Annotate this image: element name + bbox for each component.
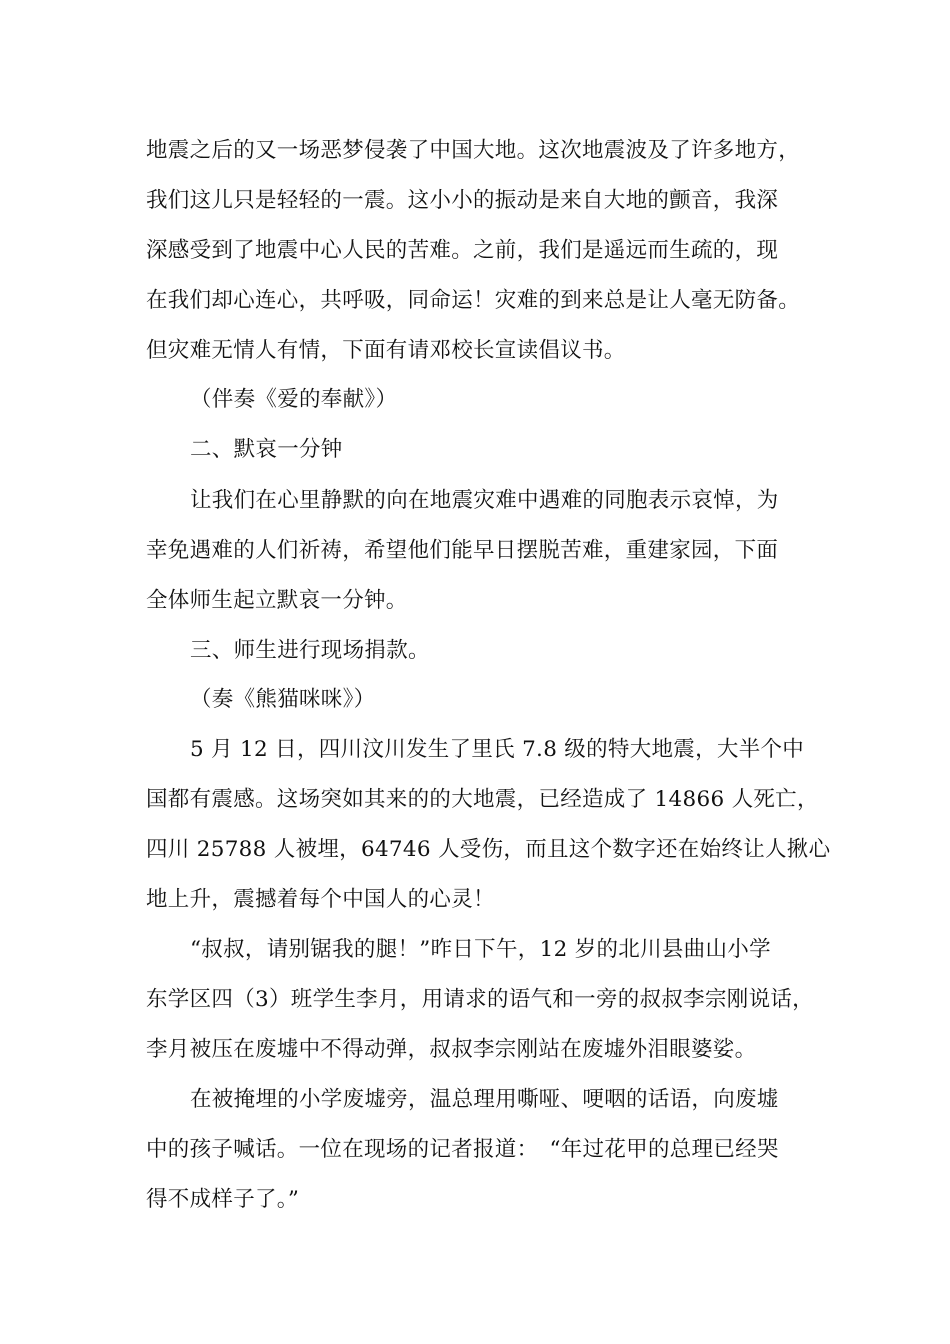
text-line: 国都有震感。这场突如其来的的大地震，已经造成了 14866 人死亡， (146, 787, 819, 812)
text-line: 四川 25788 人被埋，64746 人受伤，而且这个数字还在始终让人揪心 (146, 837, 831, 862)
text-line: 幸免遇难的人们祈祷，希望他们能早日摆脱苦难，重建家园，下面 (146, 538, 779, 563)
text-line: “叔叔，请别锯我的腿！”昨日下午，12 岁的北川县曲山小学 (190, 937, 771, 962)
section-heading: 三、师生进行现场捐款。 (190, 638, 430, 663)
text-line: 地震之后的又一场恶梦侵袭了中国大地。这次地震波及了许多地方， (146, 138, 801, 163)
accompaniment-note: （奏《熊猫咪咪》） (190, 687, 376, 712)
text-line: 但灾难无情人有情，下面有请邓校长宣读倡议书。 (146, 338, 626, 363)
text-line: 地上升，震撼着每个中国人的心灵！ (146, 887, 495, 912)
accompaniment-note: （伴奏《爱的奉献》） (190, 387, 398, 412)
text-line: 在被掩埋的小学废墟旁，温总理用嘶哑、哽咽的话语，向废墟 (190, 1087, 779, 1112)
text-line: 东学区四（3）班学生李月，用请求的语气和一旁的叔叔李宗刚说话， (146, 987, 814, 1012)
text-line: 让我们在心里静默的向在地震灾难中遇难的同胞表示哀悼，为 (190, 488, 779, 513)
text-line: 中的孩子喊话。一位在现场的记者报道： “年过花甲的总理已经哭 (146, 1137, 779, 1162)
text-line: 深感受到了地震中心人民的苦难。之前，我们是遥远而生疏的，现 (146, 238, 779, 263)
text-line: 5 月 12 日，四川汶川发生了里氏 7.8 级的特大地震，大半个中 (190, 737, 805, 762)
section-heading: 二、默哀一分钟 (190, 437, 343, 462)
text-line: 全体师生起立默哀一分钟。 (146, 588, 408, 613)
text-line: 我们这儿只是轻轻的一震。这小小的振动是来自大地的颤音，我深 (146, 188, 779, 213)
text-line: 李月被压在废墟中不得动弹，叔叔李宗刚站在废墟外泪眼婆娑。 (146, 1037, 757, 1062)
text-line: 得不成样子了。” (146, 1187, 300, 1212)
text-line: 在我们却心连心，共呼吸，同命运！灾难的到来总是让人毫无防备。 (146, 288, 801, 313)
